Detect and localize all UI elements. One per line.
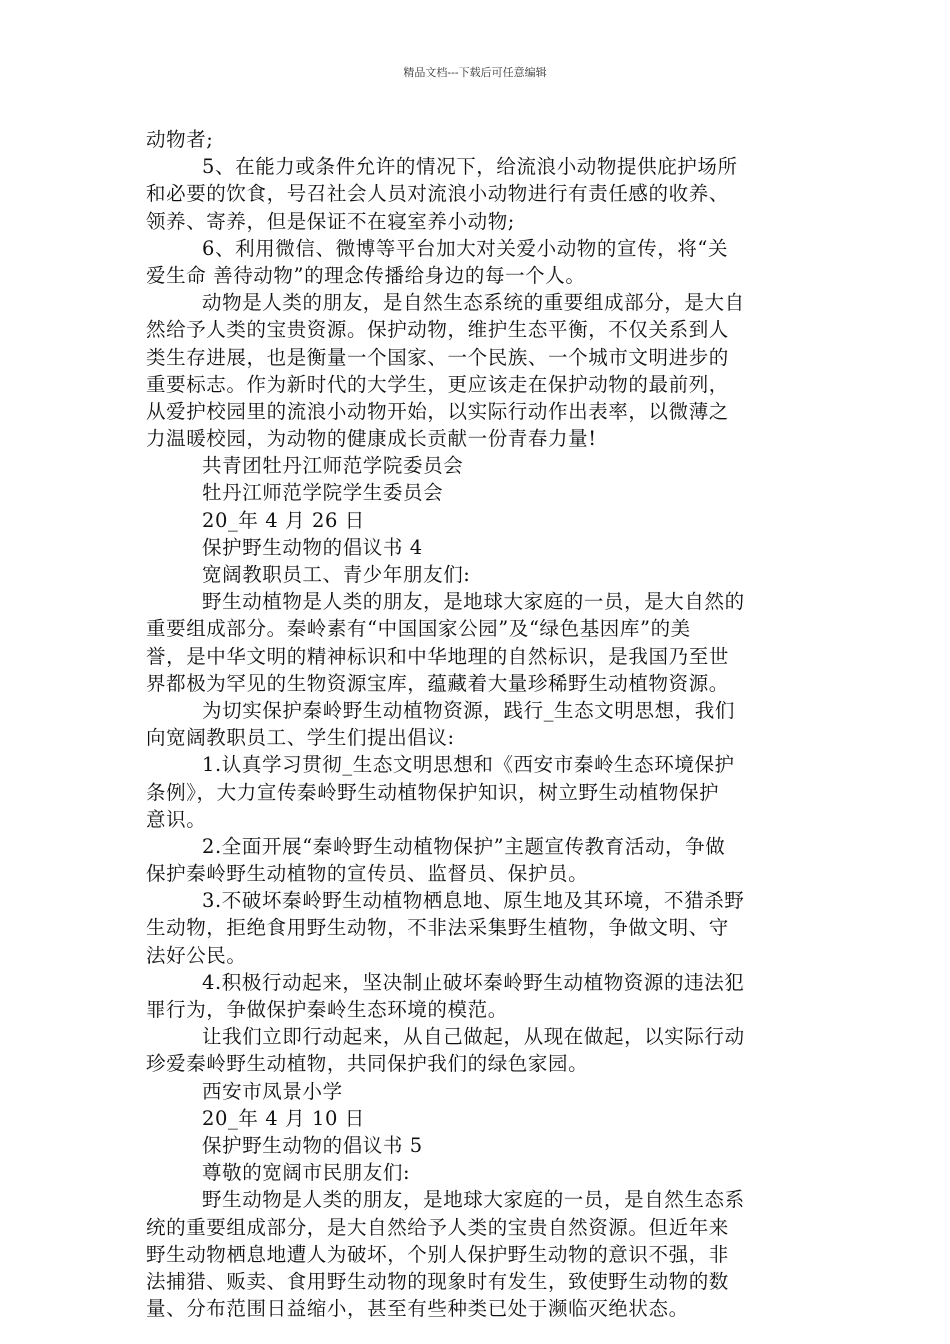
document-body [146,126,812,1322]
salutation-line: 尊敬的宽阔市民朋友们: [202,1161,411,1185]
list-item: 2.全面开展“秦岭野生动植物保护”主题宣传教育活动，争做 [202,834,726,858]
text-line: 然给予人类的宝贵资源。保护动物，维护生态平衡，不仅关系到人 [146,318,729,342]
section-title: 保护野生动物的倡议书 5 [202,1133,423,1157]
text-line: 6、利用微信、微博等平台加大对关爱小动物的宣传，将“关 [202,236,729,260]
text-line: 力温暖校园，为动物的健康成长贡献一份青春力量! [146,427,597,451]
signature-line: 西安市凤景小学 [202,1079,343,1103]
text-line: 重要标志。作为新时代的大学生，更应该走在保护动物的最前列， [146,372,729,396]
text-line: 爱生命 善待动物”的理念传播给身边的每一个人。 [146,263,586,287]
text-line: 誉，是中华文明的精神标识和中华地理的自然标识，是我国乃至世 [146,644,729,668]
text-line: 类生存进展，也是衡量一个国家、一个民族、一个城市文明进步的 [146,345,729,369]
text-line: 珍爱秦岭野生动植物，共同保护我们的绿色家园。 [146,1052,589,1076]
text-line: 野生动物栖息地遭人为破坏，个别人保护野生动物的意识不强，非 [146,1242,729,1266]
salutation-line: 宽阔教职员工、青少年朋友们: [202,563,471,586]
text-line: 野生动植物是人类的朋友，是地球大家庭的一员，是大自然的 [202,590,745,614]
section-title: 保护野生动物的倡议书 4 [202,535,423,559]
list-item: 1.认真学习贯彻_生态文明思想和《西安市秦岭生态环境保护 [202,753,735,777]
text-line: 统的重要组成部分，是大自然给予人类的宝贵自然资源。但近年来 [146,1215,729,1239]
text-line: 领养、寄养，但是保证不在寝室养小动物; [146,209,515,233]
text-line: 生动物，拒绝食用野生动物，不非法采集野生植物，争做文明、守 [146,916,729,940]
signature-line: 共青团牡丹江师范学院委员会 [202,454,464,478]
text-line: 条例》，大力宣传秦岭野生动植物保护知识，树立野生动植物保护 [146,780,720,804]
text-line: 和必要的饮食，号召社会人员对流浪小动物进行有责任感的收养、 [146,182,729,206]
date-line: 20_年 4 月 26 日 [202,508,365,532]
text-line: 量、分布范围日益缩小，甚至有些种类已处于濒临灭绝状态。 [146,1297,689,1321]
text-line: 动物是人类的朋友，是自然生态系统的重要组成部分，是大自 [202,291,745,315]
text-line: 法好公民。 [146,943,247,967]
date-line: 20_年 4 月 10 日 [202,1106,365,1130]
list-item: 3.不破坏秦岭野生动植物栖息地、原生地及其环境，不猎杀野 [202,889,745,913]
text-line: 让我们立即行动起来，从自己做起，从现在做起，以实际行动 [202,1025,745,1049]
text-line: 法捕猎、贩卖、食用野生动物的现象时有发生，致使野生动物的数 [146,1269,729,1293]
text-line: 动物者; [146,128,214,151]
text-line: 保护秦岭野生动植物的宣传员、监督员、保护员。 [146,862,589,886]
text-line: 5、在能力或条件允许的情况下，给流浪小动物提供庇护场所 [202,155,738,179]
text-line: 界都极为罕见的生物资源宝库，蕴藏着大量珍稀野生动植物资源。 [146,671,729,695]
text-line: 罪行为，争做保护秦岭生态环境的模范。 [146,998,508,1021]
page-header: 精品文档---下载后可任意编辑 [403,66,547,79]
signature-line: 牡丹江师范学院学生委员会 [202,481,444,505]
text-line: 从爱护校园里的流浪小动物开始，以实际行动作出表率，以微薄之 [146,399,729,423]
text-line: 野生动物是人类的朋友，是地球大家庭的一员，是自然生态系 [202,1188,745,1212]
text-line: 向宽阔教职员工、学生们提出倡议: [146,726,455,750]
text-line: 意识。 [146,807,207,831]
list-item: 4.积极行动起来，坚决制止破坏秦岭野生动植物资源的违法犯 [202,970,745,994]
text-line: 重要组成部分。秦岭素有“中国国家公园”及“绿色基因库”的美 [146,617,691,641]
text-line: 为切实保护秦岭野生动植物资源，践行_生态文明思想，我们 [202,698,735,722]
